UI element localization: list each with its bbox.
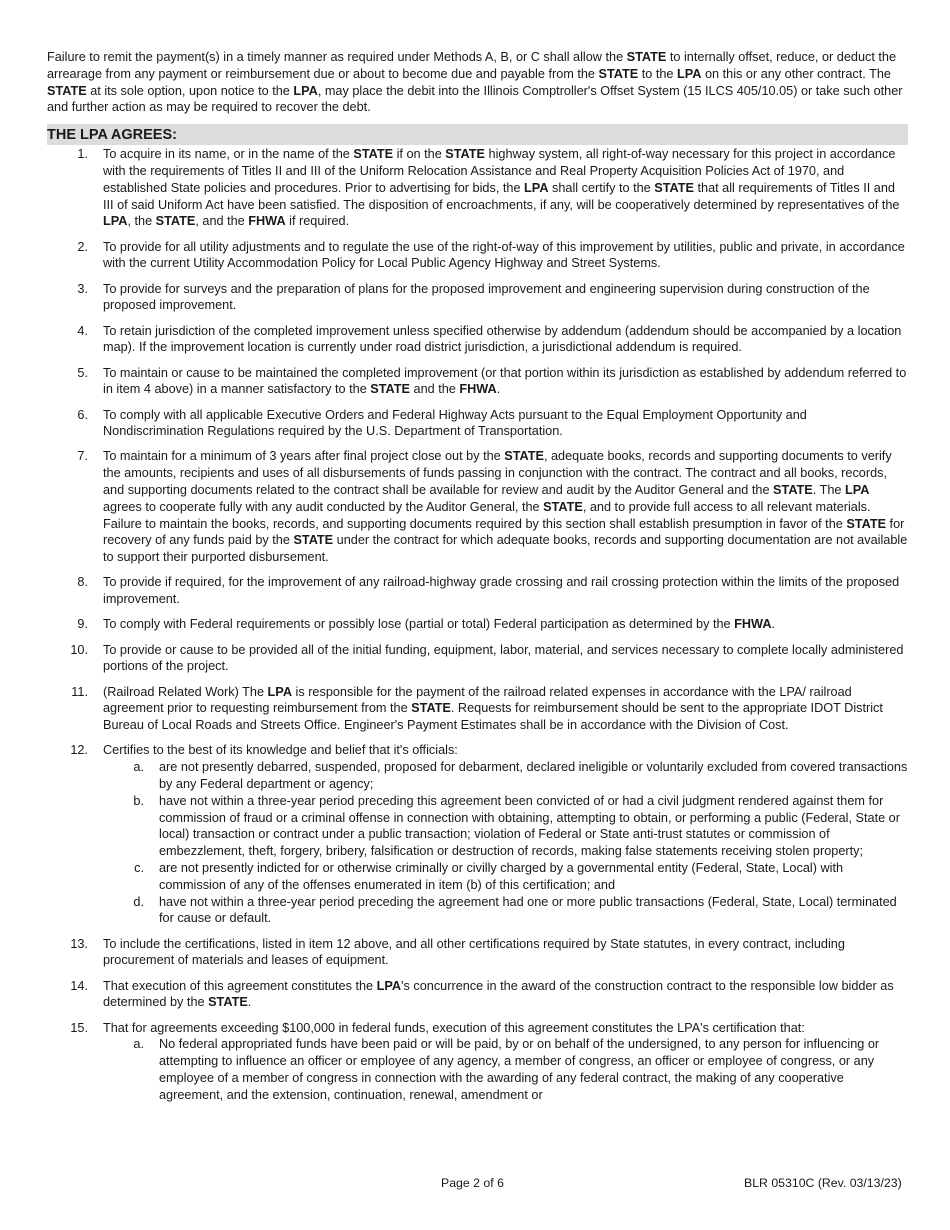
bold-term: STATE (208, 995, 248, 1010)
item-text: That for agreements exceeding $100,000 in federal funds, execution of this agreement constitutes the LPA's certification that: a. No federal appropriated funds have been paid or will be paid, by or on behalf of the undersigned, to any person for influencing or attempting to influence an officer or employee of any agency, a member of congress, an officer or employee of congress, or any employee of a member of congress in connection with the awarding of any federal contract, the making of any cooperative agreement, and the extension, continuation, renewal, amendment or (103, 1020, 908, 1104)
item-text: To comply with Federal requirements or possibly lose (partial or total) Federal participation as determined by the FHWA. (103, 617, 776, 632)
agreement-item (47, 978, 908, 1012)
bold-term: LPA (677, 66, 702, 81)
item-text: To maintain for a minimum of 3 years after final project close out by the STATE, adequate books, records and supporting documents to verify the amounts, recipients and uses of all disbursements of funds passing in conjunction with the contract. The contract and all books, records, and supporting documents related to the contract shall be available for review and audit by the Auditor General and the STATE. The LPA agrees to cooperate fully with any audit conducted by the Auditor General, the STATE, and to provide full access to all relevant materials. Failure to maintain the books, records, and supporting documents required by this section shall establish presumption in favor of the STATE for recovery of any funds paid by the STATE under the contract for which adequate books, records and supporting documentation are not available to support their purported disbursement. (103, 449, 908, 565)
sub-item-list (103, 759, 908, 927)
sub-item (103, 759, 908, 793)
agreement-item (47, 146, 908, 230)
item-text: To retain jurisdiction of the completed improvement unless specified otherwise by addendum (addendum should be accompanied by a location map). If the improvement location is currently under road district jurisdiction, a jurisdictional addendum is required. (103, 323, 902, 355)
bold-term: STATE (773, 483, 813, 498)
sub-item-letter: a. (133, 1037, 144, 1052)
item-number: 8. (77, 575, 88, 590)
agreement-item (47, 1020, 908, 1104)
agreement-item (47, 574, 908, 608)
item-text: That execution of this agreement constitutes the LPA's concurrence in the award of the construction contract to the responsible low bidder as determined by the STATE. (103, 978, 894, 1010)
bold-term: STATE (370, 382, 410, 397)
agreement-item (47, 684, 908, 734)
agreement-item (47, 642, 908, 676)
agreement-item (47, 323, 908, 357)
agreement-item (47, 936, 908, 970)
bold-term: STATE (504, 449, 544, 464)
sub-item-text: are not presently indicted for or otherwise criminally or civilly charged by a governmental entity (Federal, State, Local) with commission of any of the offenses enumerated in item (b) of this certification; and (159, 860, 844, 892)
item-number: 9. (77, 617, 88, 632)
item-number: 11. (71, 684, 88, 699)
agreement-item (47, 616, 908, 633)
item-text: To include the certifications, listed in item 12 above, and all other certifications required by State statutes, in every contract, including procurement of materials and leases of equipment. (103, 936, 845, 968)
sub-item-letter: c. (134, 860, 144, 875)
agreement-item (47, 448, 908, 566)
bold-term: STATE (47, 83, 87, 98)
bold-term: FHWA (459, 382, 497, 397)
bold-term: FHWA (734, 617, 772, 632)
bold-term: STATE (654, 180, 694, 195)
sub-item (103, 1036, 908, 1103)
item-number: 14. (70, 978, 88, 993)
agreement-list (47, 146, 908, 1103)
sub-item-text: have not within a three-year period preceding this agreement been convicted of or had a civil judgment rendered against them for commission of fraud or a criminal offense in connection with obtaining, attempting to obtain, or performing a public (Federal, State or local) transaction or contract under a public transaction; violation of Federal or State anti-trust statutes or commission of embezzlement, theft, forgery, bribery, falsification or destruction of records, making false statements receiving stolen property; (159, 793, 900, 859)
bold-term: FHWA (248, 214, 286, 229)
sub-item-letter: d. (133, 894, 144, 909)
section-heading: THE LPA AGREES: (47, 124, 908, 145)
sub-item (103, 894, 908, 928)
bold-term: STATE (155, 214, 196, 229)
page-number: Page 2 of 6 (441, 1176, 504, 1190)
item-text: To provide for all utility adjustments and to regulate the use of the right-of-way of this improvement by utilities, public and private, in accordance with the current Utility Accommodation Policy for Local Public Agency Highway and Street Systems. (103, 239, 905, 271)
bold-term: STATE (445, 147, 485, 162)
bold-term: STATE (543, 499, 583, 514)
sub-item (103, 860, 908, 894)
item-number: 3. (77, 281, 88, 296)
bold-term: STATE (353, 147, 394, 162)
bold-term: LPA (293, 83, 318, 98)
bold-term: LPA (103, 214, 128, 229)
item-number: 1. (77, 147, 88, 162)
item-number: 6. (77, 407, 88, 422)
bold-term: LPA (267, 684, 292, 699)
item-text: To provide if required, for the improvement of any railroad-highway grade crossing and rail crossing protection within the limits of the proposed improvement. (103, 575, 900, 607)
item-number: 15. (70, 1020, 88, 1035)
sub-item-letter: b. (133, 793, 144, 808)
bold-term: LPA (844, 483, 870, 498)
item-number: 5. (77, 365, 88, 380)
form-number: BLR 05310C (Rev. 03/13/23) (744, 1176, 902, 1190)
bold-term: STATE (626, 50, 667, 64)
item-number: 4. (77, 323, 88, 338)
item-number: 7. (77, 449, 88, 464)
agreement-item (47, 407, 908, 441)
sub-item-text: have not within a three-year period preceding the agreement had one or more public transactions (Federal, State, Local) terminated for cause or default. (159, 894, 897, 926)
item-text: Certifies to the best of its knowledge and belief that it's officials: a. are not presently debarred, suspended, proposed for debarment, declared ineligible or voluntarily excluded from covered transactions by any Federal department or agency; b. have not within a three-year period preceding this agreement been convicted of or had a civil judgment rendered against them for commission of fraud or a criminal offense in connection with obtaining, attempting to obtain, or performing a public (Federal, State or local) transaction or contract under a public transaction; violation of Federal or State anti-trust statutes or commission of embezzlement, theft, forgery, bribery, falsification or destruction of records, making false statements receiving stolen property; c. are not presently indicted for or otherwise criminally or civilly charged by a governmental entity (Federal, State, Local) with commission of any of the offenses enumerated in item (b) of this certification; and d. have not within a three-year period preceding the agreement had one or more public transactions (Federal, State, Local) terminated for cause or default. (103, 743, 908, 926)
item-text: To provide or cause to be provided all of the initial funding, equipment, labor, material, and services necessary to complete locally administered portions of the project. (103, 642, 904, 674)
bold-term: STATE (411, 701, 451, 716)
item-number: 10. (70, 642, 88, 657)
item-number: 12. (70, 743, 88, 758)
item-number: 2. (77, 239, 88, 254)
bold-term: LPA (376, 978, 402, 993)
item-text: To maintain or cause to be maintained the completed improvement (or that portion within its jurisdiction as established by addendum referred to in item 4 above) in a manner satisfactory to the STATE and the FHWA. (103, 365, 907, 397)
bold-term: LPA (524, 180, 549, 195)
sub-item-text: are not presently debarred, suspended, proposed for debarment, declared ineligible or voluntarily excluded from covered transactions by any Federal department or agency; (159, 760, 908, 791)
bold-term: STATE (846, 516, 887, 531)
item-number: 13. (70, 936, 88, 951)
sub-item-letter: a. (133, 760, 144, 775)
intro-paragraph: Failure to remit the payment(s) in a timely manner as required under Methods A, B, or C shall allow the STATE to internally offset, reduce, or deduct the arrearage from any payment or reimbursement due or about to become due and payable from the STATE to the LPA on this or any other contract. The STATE at its sole option, upon notice to the LPA, may place the debit into the Illinois Comptroller's Offset System (15 ILCS 405/10.05) or take such other and further action as may be required to recover the debt. (47, 50, 903, 115)
item-text: (Railroad Related Work) The LPA is responsible for the payment of the railroad related expenses in accordance with the LPA/ railroad agreement prior to requesting reimbursement from the STATE. Requests for reimbursement should be sent to the appropriate IDOT District Bureau of Local Roads and Streets Office. Engineer's Payment Estimates shall be in accordance with the Division of Cost. (103, 684, 883, 733)
agreement-item (47, 239, 908, 273)
item-text: To acquire in its name, or in the name of the STATE if on the STATE highway system, all right-of-way necessary for this project in accordance with the requirements of Titles II and III of the Uniform Relocation Assistance and Real Property Acquisition Policies Act of 1970, and established State policies and procedures. Prior to advertising for bids, the LPA shall certify to the STATE that all requirements of Titles II and III of said Uniform Act have been satisfied. The disposition of encroachments, if any, will be cooperatively determined by representatives of the LPA, the STATE, and the FHWA if required. (103, 147, 900, 229)
document-page (47, 49, 908, 1112)
item-text: To comply with all applicable Executive Orders and Federal Highway Acts pursuant to the Equal Employment Opportunity and Nondiscrimination Regulations required by the U.S. Department of Transportation. (103, 407, 807, 439)
sub-item (103, 793, 908, 860)
bold-term: STATE (598, 66, 639, 81)
item-text: To provide for surveys and the preparation of plans for the proposed improvement and engineering supervision during construction of the proposed improvement. (103, 281, 870, 313)
sub-item-list (103, 1036, 908, 1103)
sub-item-text: No federal appropriated funds have been paid or will be paid, by or on behalf of the undersigned, to any person for influencing or attempting to influence an officer or employee of any agency, a member of congress, an officer or employee of congress, or any employee of a member of congress in connection with the awarding of any federal contract, the making of any cooperative agreement, and the extension, continuation, renewal, amendment or (159, 1037, 880, 1102)
agreement-item (47, 365, 908, 399)
agreement-item (47, 742, 908, 927)
agreement-item (47, 281, 908, 315)
bold-term: STATE (293, 533, 334, 548)
